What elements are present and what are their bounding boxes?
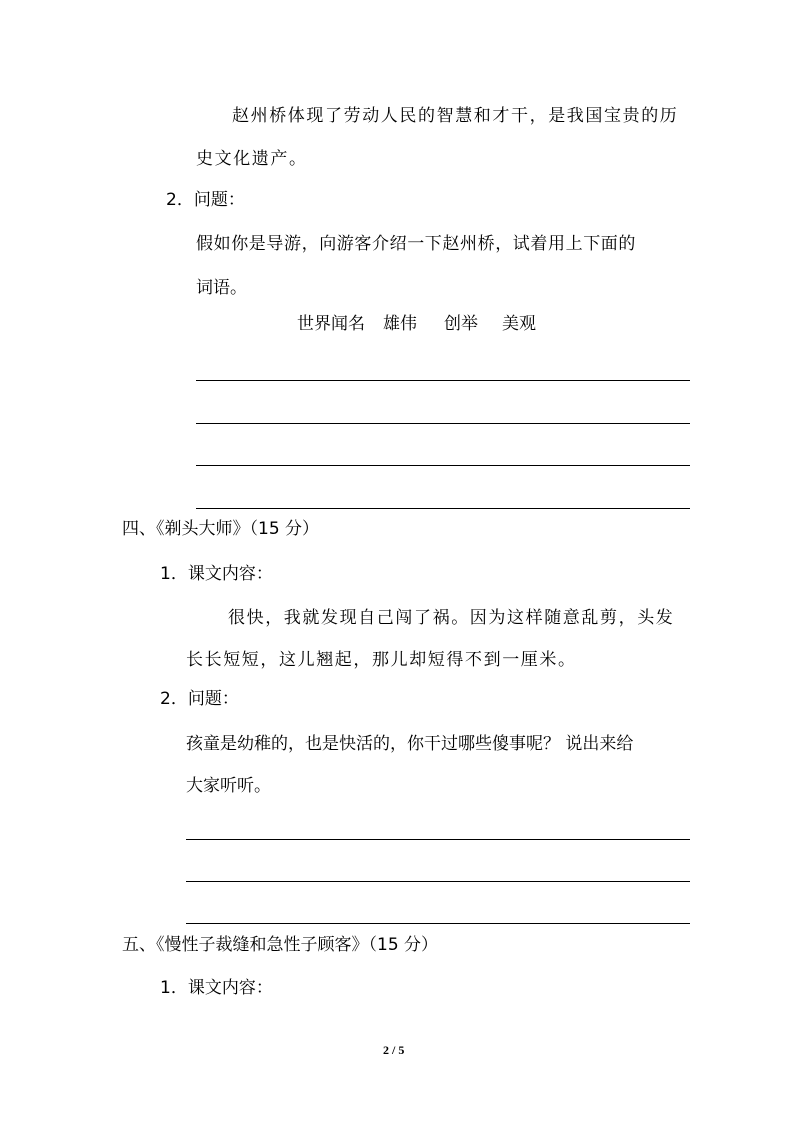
passage-text: 赵州桥体现了劳动人民的智慧和才干，是我国宝贵的历: [232, 106, 679, 126]
section-heading: 五、《慢性子裁缝和急性子顾客》（15 分）: [122, 935, 439, 955]
answer-line[interactable]: [196, 380, 690, 381]
answer-line[interactable]: [196, 465, 690, 466]
question-text: 孩童是幼稚的，也是快活的，你干过哪些傻事呢？ 说出来给: [186, 734, 634, 754]
keyword: 创举: [444, 314, 478, 334]
page-number: 2 / 5: [383, 1043, 405, 1057]
question-label: 2．问题：: [166, 190, 245, 210]
question-label: 1．课文内容：: [160, 978, 273, 998]
question-text: 词语。: [196, 278, 247, 298]
question-text: 大家听听。: [186, 776, 271, 796]
question-label: 2．问题：: [160, 689, 239, 709]
question-text: 假如你是导游，向游客介绍一下赵州桥，试着用上下面的: [196, 234, 636, 254]
answer-line[interactable]: [186, 839, 690, 840]
question-label: 1．课文内容：: [160, 564, 273, 584]
keyword: 世界闻名: [297, 314, 365, 334]
keyword: 雄伟: [383, 314, 417, 334]
answer-line[interactable]: [186, 881, 690, 882]
passage-text: 史文化遗产。: [196, 149, 308, 169]
keyword: 美观: [502, 314, 536, 334]
answer-line[interactable]: [186, 923, 690, 924]
section-heading: 四、《剃头大师》（15 分）: [122, 519, 320, 539]
passage-text: 很快，我就发现自己闯了祸。因为这样随意乱剪，头发: [228, 608, 675, 628]
answer-line[interactable]: [196, 423, 690, 424]
passage-text: 长长短短，这儿翘起，那儿却短得不到一厘米。: [186, 650, 577, 670]
answer-line[interactable]: [196, 508, 690, 509]
